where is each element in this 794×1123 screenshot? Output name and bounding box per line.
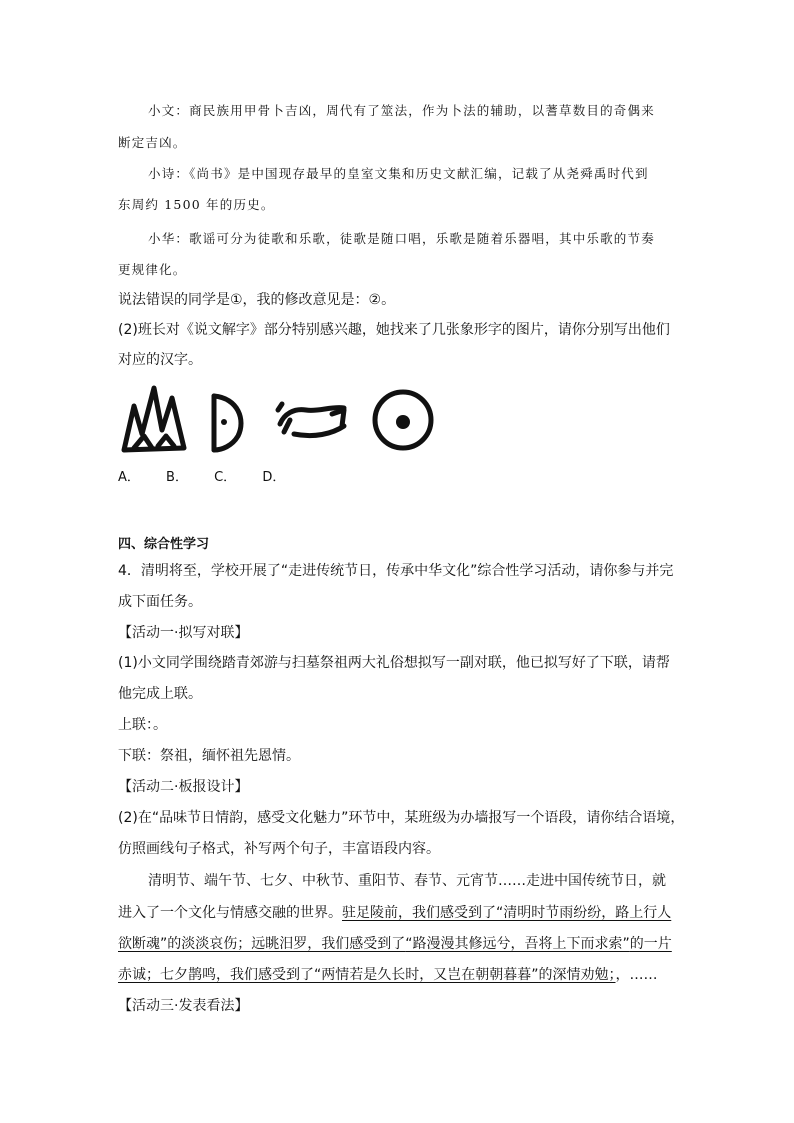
paragraph-line2	[118, 903, 683, 923]
activity-1-question-line2: 他完成上联。	[118, 686, 202, 702]
underlined-sentence: 驻足陵前，我们感受到了“清明时节雨纷纷，路上行人	[342, 905, 672, 921]
dialogue-xiaowen-line1: 小文：商民族用甲骨卜吉凶，周代有了筮法，作为卜法的辅助，以蓍草数目的奇偶来	[148, 103, 655, 118]
underlined-quote: “两情若是久长时，又岂在朝朝暮暮”	[314, 967, 539, 983]
question-4-line1: 4．清明将至，学校开展了“走进传统节日，传承中华文化”综合性学习活动，请你参与并完	[118, 563, 674, 579]
couplet-upper: 上联：。	[118, 717, 167, 733]
choice-b: B．	[166, 470, 188, 485]
answer-choices	[118, 466, 307, 485]
section-heading: 四、综合性学习	[118, 537, 210, 552]
dialogue-xiaowen-line2: 断定吉凶。	[118, 135, 187, 150]
choice-d: D．	[262, 470, 286, 485]
underlined-sentence: 的深情劝勉；	[538, 967, 616, 983]
activity-3-heading: 【活动三·发表看法】	[118, 998, 249, 1014]
moon-glyph-icon	[214, 396, 241, 450]
paragraph-line4	[118, 965, 683, 985]
mountain-glyph-icon	[124, 388, 184, 450]
dialogue-xiaoshi-line2: 东周约 1500 年的历史。	[118, 197, 275, 212]
underlined-sentence: 赤诚；七夕鹊鸣，我们感受到了	[118, 967, 314, 983]
water-glyph-icon	[278, 404, 344, 436]
activity-2-question-line2: 仿照画线句子格式，补写两个句子，丰富语段内容。	[118, 841, 440, 857]
paragraph-text: ，……	[615, 967, 658, 983]
paragraph-line3	[118, 934, 683, 954]
question-2-line2: 对应的汉字。	[118, 352, 202, 368]
dialogue-xiaoshi-line1: 小诗：《尚书》是中国现存最早的皇室文集和历史文献汇编，记载了从尧舜禹时代到	[148, 166, 649, 181]
activity-2-question-line1: (2)在“品味节日情韵，感受文化魅力”环节中，某班级为办墙报写一个语段，请你结合语境，	[118, 810, 685, 826]
paragraph-line1: 清明节、端午节、七夕、中秋节、重阳节、春节、元宵节……走进中国传统节日，就	[148, 873, 666, 889]
question-4-line2: 成下面任务。	[118, 594, 202, 610]
question-prompt: 说法错误的同学是①，我的修改意见是：②。	[118, 292, 396, 308]
activity-2-heading: 【活动二·板报设计】	[118, 779, 249, 795]
paragraph-text: 进入了一个文化与情感交融的世界。	[118, 905, 342, 921]
activity-1-question-line1: (1)小文同学围绕踏青郊游与扫墓祭祖两大礼俗想拟写一副对联，他已拟写好了下联，请帮	[118, 655, 670, 671]
choice-a: A．	[118, 470, 140, 485]
pictograph-images	[118, 380, 448, 460]
activity-1-heading: 【活动一·拟写对联】	[118, 625, 249, 641]
dialogue-xiaohua-line2: 更规律化。	[118, 262, 187, 277]
underlined-sentence: 欲断魂”的淡淡哀伤；远眺汨罗，我们感受到了	[118, 936, 406, 952]
underlined-sentence: 的一片	[629, 936, 672, 952]
underlined-quote: “路漫漫其修远兮，吾将上下而求索”	[405, 936, 630, 952]
dialogue-xiaohua-line1: 小华：歌谣可分为徒歌和乐歌，徒歌是随口唱，乐歌是随着乐器唱，其中乐歌的节奏	[148, 231, 655, 246]
question-2-line1: (2)班长对《说文解字》部分特别感兴趣，她找来了几张象形字的图片，请你分别写出他们	[118, 322, 670, 338]
sun-glyph-icon	[375, 392, 431, 448]
choice-c: C．	[214, 470, 237, 485]
couplet-lower: 下联：祭祖，缅怀祖先恩情。	[118, 748, 300, 764]
